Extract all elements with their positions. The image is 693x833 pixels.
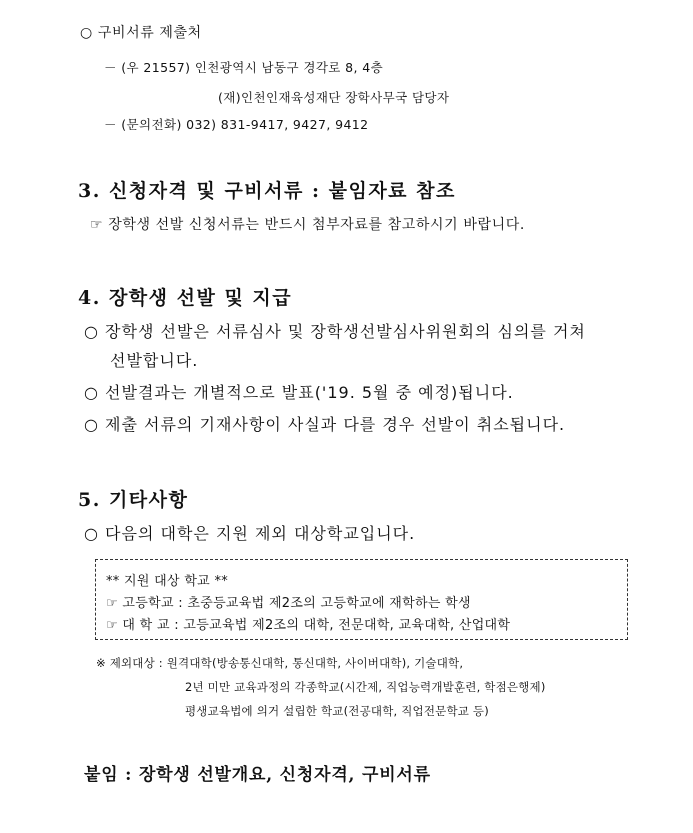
- target-schools-university: ☞ 대 학 교 : 고등교육법 제2조의 대학, 전문대학, 교육대학, 산업대학: [106, 618, 511, 633]
- target-schools-header: ** 지원 대상 학교 **: [106, 574, 229, 589]
- exclusion-line1: ※ 제외대상 : 원격대학(방송통신대학, 통신대학, 사이버대학), 기술대학,: [96, 656, 464, 670]
- exclusion-line2: 2년 미만 교육과정의 각종학교(시간제, 직업능력개발훈련, 학점은행제): [185, 680, 546, 694]
- submission-recipient: (재)인천인재육성재단 장학사무국 담당자: [218, 90, 450, 105]
- submission-heading: ○ 구비서류 제출처: [80, 25, 202, 41]
- submission-address: － (우 21557) 인천광역시 남동구 경각로 8, 4층: [104, 60, 384, 75]
- attachment-line: 붙임 : 장학생 선발개요, 신청자격, 구비서류: [84, 765, 431, 785]
- section4-item3: ○ 제출 서류의 기재사항이 사실과 다를 경우 선발이 취소됩니다.: [84, 415, 566, 434]
- section4-title: 4. 장학생 선발 및 지급: [78, 287, 293, 309]
- section5-item1: ○ 다음의 대학은 지원 제외 대상학교입니다.: [84, 524, 416, 543]
- section4-item1-line2: 선발합니다.: [110, 351, 199, 370]
- section3-note: ☞ 장학생 선발 신청서류는 반드시 첨부자료를 참고하시기 바랍니다.: [90, 217, 525, 233]
- section3-title: 3. 신청자격 및 구비서류 : 붙임자료 참조: [78, 180, 456, 202]
- submission-phone: － (문의전화) 032) 831-9417, 9427, 9412: [104, 117, 369, 132]
- exclusion-line3: 평생교육법에 의거 설립한 학교(전공대학, 직업전문학교 등): [185, 704, 489, 718]
- section4-item2: ○ 선발결과는 개별적으로 발표('19. 5월 중 예정)됩니다.: [84, 383, 514, 402]
- section4-item1-line1: ○ 장학생 선발은 서류심사 및 장학생선발심사위원회의 심의를 거쳐: [84, 322, 586, 341]
- target-schools-highschool: ☞ 고등학교 : 초중등교육법 제2조의 고등학교에 재학하는 학생: [106, 596, 471, 611]
- section5-title: 5. 기타사항: [78, 489, 189, 511]
